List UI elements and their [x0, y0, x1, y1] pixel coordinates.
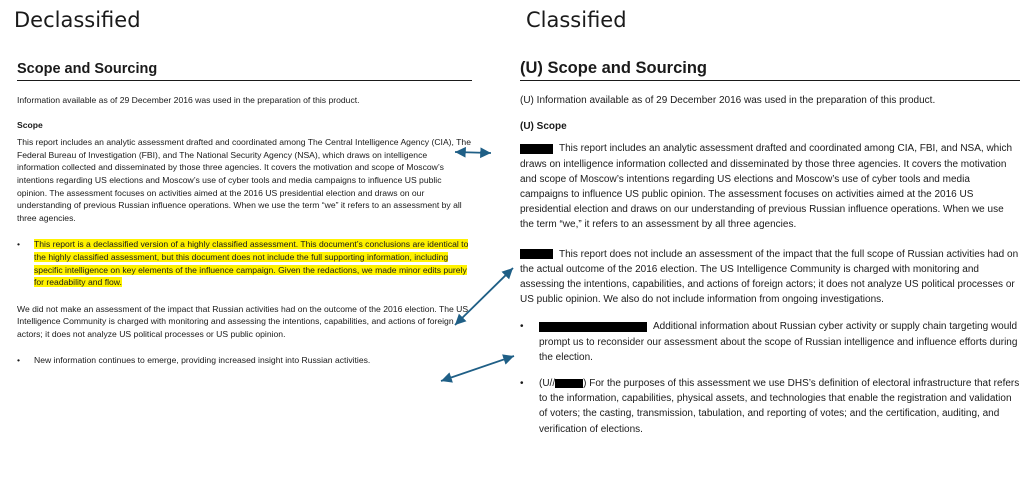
declassified-section-heading: Scope and Sourcing — [17, 61, 158, 77]
classified-impact-text: This report does not include an assessment of the impact that the full scope of Russian activities had on the actual outcome of the 2016 election. The US Intelligence Community is charged with monitoring and assessing the intentions, capabilities, and actions of foreign actors; it does not analyze US political processes or US public opinion. We also do not include information from ongoing investigations. — [520, 248, 1019, 306]
declassified-info-line: Information available as of 29 December 2016 was used in the preparation of this product. — [17, 95, 360, 105]
declassified-scope-paragraph: This report includes an analytic assessment drafted and coordinated among The Central Intelligence Agency (CIA), The Federal Bureau of Investigation (FBI), and The National Security Agency (NSA), which draws on intelligence information collected and disseminated by those three agencies. It covers the motivation and scope of Moscow’s intentions regarding US elections and Moscow’s use of cyber tools and media campaigns to influence US public opinion. The assessment focuses on activities aimed at the 2016 US presidential election and draws on our understanding of previous Russian influence operations. When we use the term “we” it refers to an assessment by all three agencies. — [17, 137, 471, 223]
bullet-dot: • — [17, 354, 21, 365]
classified-section-heading: (U) Scope and Sourcing — [520, 59, 708, 77]
classified-info-line: (U) Information available as of 29 December 2016 was used in the preparation of this product. — [520, 95, 936, 106]
classified-scope-heading: (U) Scope — [520, 121, 567, 133]
classified-scope-text: This report includes an analytic assessment drafted and coordinated among CIA, FBI, and NSA, which draws on intelligence information collected and disseminated by those three agencies. It covers the motivation and scope of Moscow’s intentions regarding US elections and Moscow’s use of cyber tools and media campaigns to influence US public opinion. The assessment focuses on activities aimed at the 2016 US presidential election and draws on our understanding of previous Russian influence operations. When we use the term “we,” it refers to an assessment by all three agencies. — [520, 143, 1013, 231]
declassified-bullet-text: New information continues to emerge, providing increased insight into Russian activities. — [34, 354, 371, 365]
classified-bullet-prefix: (U// — [539, 378, 556, 390]
declassified-bullet-text-highlighted: This report is a declassified version of a highly classified assessment. This document’s conclusions are identical to the highly classified assessment, but this document does not include the full supporting information, including specific intelligence on key elements of the influence campaign. Given the redactions, we made minor edits purely for readability and flow. — [34, 239, 469, 288]
bullet-dot: • — [17, 239, 21, 250]
declassified-scope-heading: Scope — [17, 119, 43, 130]
arrow-impact-paragraph — [455, 268, 513, 325]
classified-bullet-text: ) For the purposes of this assessment we use DHS’s definition of electoral infrastructure that refers to the information, capabilities, physical assets, and technologies that enable the registration and validation of voters; the casting, transmission, tabulation, and reporting of votes; and the certification, auditing, and verification of elections. — [539, 378, 1020, 435]
classified-title: Classified — [526, 8, 627, 32]
bullet-dot: • — [520, 378, 524, 390]
arrow-scope-paragraph — [455, 152, 491, 153]
bullet-dot: • — [520, 321, 524, 333]
arrow-bullet-new-information — [441, 356, 514, 381]
declassified-impact-paragraph: We did not make an assessment of the impact that Russian activities had on the outcome of the 2016 election. The US Intelligence Community is charged with monitoring and assessing the intentions, capabilities, and actions of foreign actors; it does not analyze US political processes or US public opinion. — [17, 303, 469, 339]
classified-bullet-text: Additional information about Russian cyber activity or supply chain targeting would prompt us to reconsider our assessment about the scope of Russian intelligence and influence efforts during the election. — [539, 321, 1018, 363]
declassified-title: Declassified — [14, 8, 141, 32]
